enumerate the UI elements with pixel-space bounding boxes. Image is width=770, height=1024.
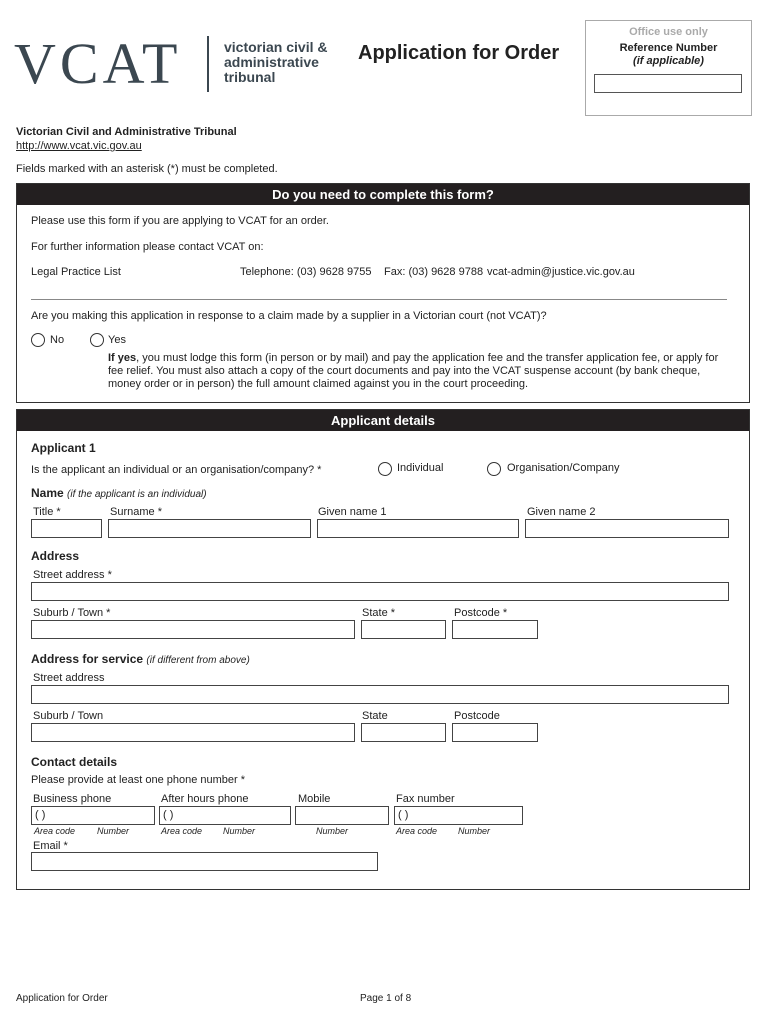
- section-header-applicant-details: Applicant details: [17, 410, 749, 431]
- reference-number-label: Reference Number: [619, 42, 718, 54]
- contact-email-link[interactable]: vcat-admin@justice.vic.gov.au: [487, 266, 635, 278]
- state-input[interactable]: [361, 620, 446, 639]
- reference-number-note: (if applicable): [633, 55, 704, 67]
- radio-organisation[interactable]: [487, 462, 501, 476]
- divider: [31, 299, 727, 300]
- business-phone-area-code: ( ): [35, 809, 46, 821]
- surname-label: Surname *: [110, 506, 162, 518]
- if-yes-bold: If yes: [108, 352, 137, 364]
- service-address-heading: [31, 652, 250, 666]
- name-heading: [31, 486, 207, 500]
- logo-text-line2: administrative: [224, 54, 319, 70]
- contact-list-name: Legal Practice List: [31, 266, 121, 278]
- state-label: State *: [362, 607, 396, 619]
- service-postcode-label: Postcode: [454, 710, 500, 722]
- service-street-input[interactable]: [31, 685, 729, 704]
- suburb-label: Suburb / Town *: [33, 607, 111, 619]
- vcat-logo-text: [224, 40, 327, 85]
- title-input[interactable]: [31, 519, 102, 538]
- postcode-input[interactable]: [452, 620, 538, 639]
- section-complete-form: [16, 183, 750, 403]
- mobile-number-caption: Number: [316, 826, 349, 836]
- radio-organisation-label: Organisation/Company: [507, 462, 620, 474]
- vcat-logo-word: VCAT: [14, 31, 182, 96]
- mobile-input[interactable]: [295, 806, 389, 825]
- email-input[interactable]: [31, 852, 378, 871]
- if-yes-line3: money order or in person) the full amount claimed against you in the court proceeding.: [108, 378, 529, 390]
- office-use-title: Office use only: [629, 26, 708, 38]
- after-hours-phone-input[interactable]: [159, 806, 291, 825]
- fax-area-code-caption: Area code: [396, 826, 438, 836]
- service-postcode-input[interactable]: [452, 723, 538, 742]
- street-address-input[interactable]: [31, 582, 729, 601]
- organisation-name: Victorian Civil and Administrative Tribunal: [16, 126, 237, 138]
- applicant-heading: Applicant 1: [31, 441, 96, 455]
- given-name-1-label: Given name 1: [318, 506, 387, 518]
- postcode-label: Postcode *: [454, 607, 508, 619]
- fax-number-input[interactable]: [394, 806, 523, 825]
- if-yes-instructions: [108, 352, 728, 391]
- business-phone-label: Business phone: [33, 793, 112, 805]
- radio-individual[interactable]: [378, 462, 392, 476]
- given-name-2-input[interactable]: [525, 519, 729, 538]
- business-area-code-caption: Area code: [34, 826, 76, 836]
- mobile-label: Mobile: [298, 793, 331, 805]
- after-hours-area-code-caption: Area code: [161, 826, 203, 836]
- service-state-input[interactable]: [361, 723, 446, 742]
- footer-page-number: Page 1 of 8: [360, 993, 412, 1004]
- section-header-complete-form: Do you need to complete this form?: [17, 184, 749, 205]
- after-hours-phone-label: After hours phone: [161, 793, 249, 805]
- radio-no-label: No: [50, 334, 65, 346]
- if-yes-line2: fee relief. You must also attach a copy of the court documents and pay into the VCAT suspense account (by bank cheque,: [108, 365, 701, 377]
- page-title: Application for Order: [358, 42, 560, 64]
- fax-number-caption: Number: [458, 826, 491, 836]
- service-street-label: Street address: [33, 672, 105, 684]
- applicant-type-question: Is the applicant an individual or an organisation/company? *: [31, 464, 322, 476]
- reference-number-input[interactable]: [594, 74, 742, 93]
- address-heading: Address: [31, 549, 80, 563]
- after-hours-number-caption: Number: [223, 826, 256, 836]
- contact-fax: Fax: (03) 9628 9788: [384, 266, 484, 278]
- footer-form-name: Application for Order: [16, 993, 108, 1004]
- email-label: Email *: [33, 840, 68, 852]
- service-suburb-input[interactable]: [31, 723, 355, 742]
- logo-text-line1: victorian civil &: [224, 39, 328, 55]
- required-fields-note: Fields marked with an asterisk (*) must be completed.: [16, 163, 278, 175]
- logo-divider: [207, 36, 209, 92]
- name-heading-text: Name: [31, 486, 64, 500]
- given-name-1-input[interactable]: [317, 519, 519, 538]
- fax-number-label: Fax number: [396, 793, 455, 805]
- logo-text-line3: tribunal: [224, 69, 276, 85]
- service-state-label: State: [362, 710, 388, 722]
- phone-requirement-note: Please provide at least one phone number *: [31, 774, 246, 786]
- surname-input[interactable]: [108, 519, 311, 538]
- after-hours-area-code: ( ): [163, 809, 174, 821]
- usage-text: Please use this form if you are applying to VCAT for an order.: [31, 215, 329, 227]
- title-label: Title *: [33, 506, 61, 518]
- vcat-website-link[interactable]: http://www.vcat.vic.gov.au: [16, 140, 142, 152]
- service-suburb-label: Suburb / Town: [33, 710, 104, 722]
- section-applicant-details: [16, 409, 750, 890]
- contact-telephone: Telephone: (03) 9628 9755: [240, 266, 372, 278]
- office-use-box: [585, 20, 752, 116]
- service-heading-note: (if different from above): [146, 655, 250, 666]
- radio-no[interactable]: [31, 333, 45, 347]
- contact-details-heading: Contact details: [31, 755, 118, 769]
- given-name-2-label: Given name 2: [527, 506, 596, 518]
- radio-yes[interactable]: [90, 333, 104, 347]
- service-heading-text: Address for service: [31, 652, 144, 666]
- suburb-input[interactable]: [31, 620, 355, 639]
- business-phone-input[interactable]: [31, 806, 155, 825]
- contact-intro-text: For further information please contact VCAT on:: [31, 241, 264, 253]
- name-heading-note: (if the applicant is an individual): [67, 489, 207, 500]
- business-number-caption: Number: [97, 826, 130, 836]
- fax-area-code: ( ): [398, 809, 409, 821]
- supplier-claim-question: Are you making this application in response to a claim made by a supplier in a Victorian court (not VCAT)?: [31, 310, 547, 322]
- radio-individual-label: Individual: [397, 462, 444, 474]
- radio-yes-label: Yes: [108, 334, 126, 346]
- street-address-label: Street address *: [33, 569, 112, 581]
- if-yes-line1: , you must lodge this form (in person or by mail) and pay the application fee and the transfer application fee, or apply for: [136, 352, 719, 364]
